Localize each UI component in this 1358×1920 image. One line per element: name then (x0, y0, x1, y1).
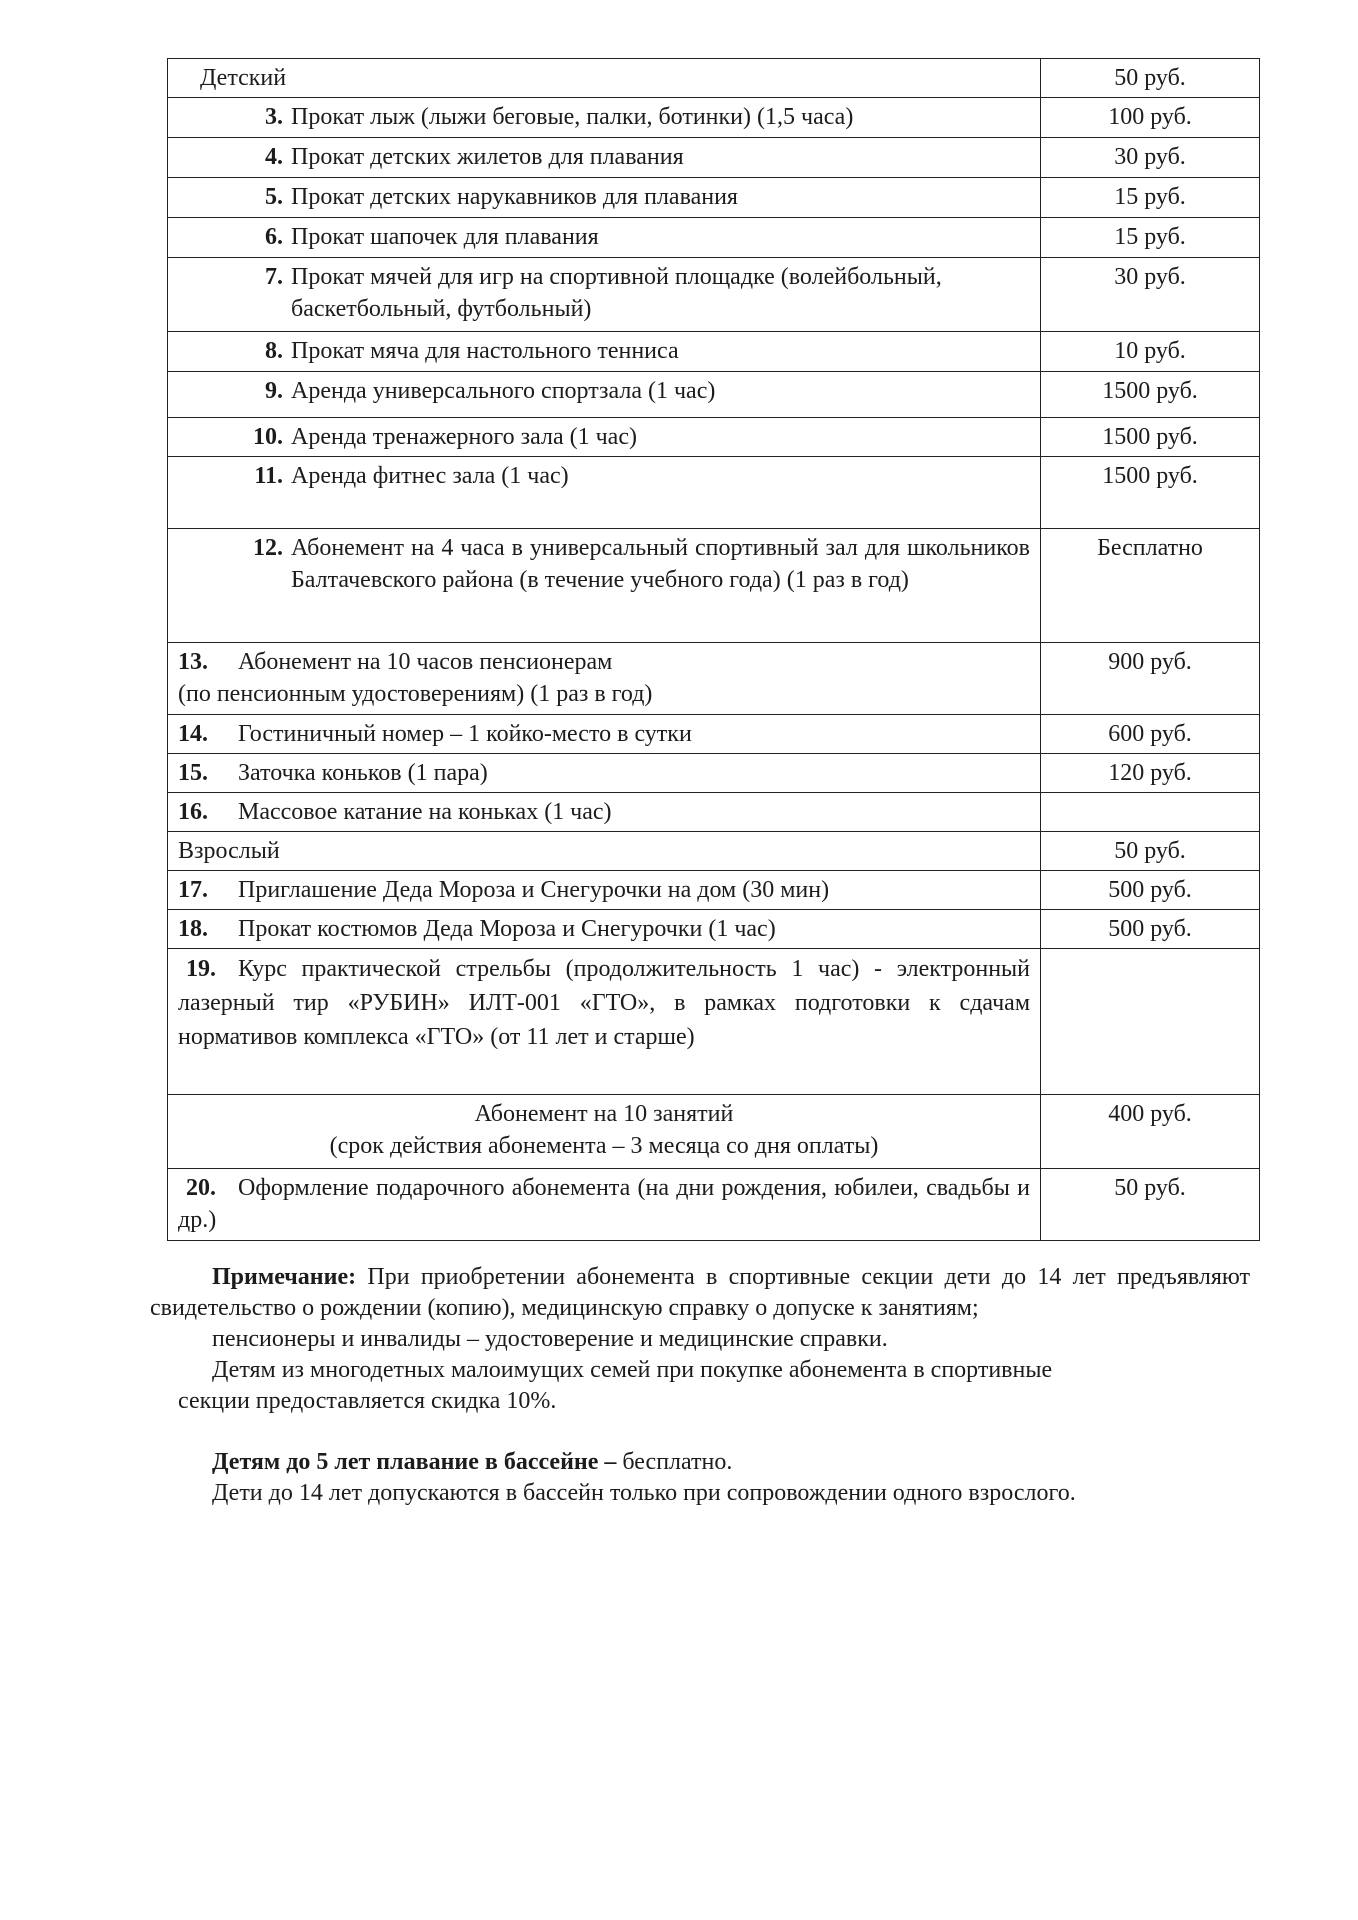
row-text: Аренда фитнес зала (1 час) (291, 463, 569, 489)
table-row (168, 218, 1260, 258)
row-text: Массовое катание на коньках (1 час) (238, 799, 612, 825)
row-number: 9. (265, 378, 283, 404)
row-number: 8. (265, 338, 283, 364)
note-label: Примечание: (212, 1264, 357, 1290)
table-row (168, 59, 1260, 98)
table-row (168, 1095, 1260, 1169)
table-row (168, 871, 1260, 910)
table-row (168, 529, 1260, 643)
row-number: 5. (265, 184, 283, 210)
service-cell (168, 59, 1041, 98)
note-paragraph: Дети до 14 лет допускаются в бассейн только при сопровождении одного взрослого. (212, 1480, 1076, 1506)
price-cell: 30 руб. (1041, 258, 1260, 332)
note-paragraph (150, 1262, 1250, 1324)
spacer (150, 1417, 1250, 1447)
row-number: 18. (178, 916, 208, 942)
row-number: 20. (186, 1175, 216, 1201)
price-cell: 50 руб. (1041, 1169, 1260, 1241)
price-cell: 1500 руб. (1041, 372, 1260, 418)
row-text: Прокат лыж (лыжи беговые, палки, ботинки) (1,5 часа) (291, 104, 854, 130)
table-row (168, 643, 1260, 715)
table-row (168, 178, 1260, 218)
row-text: Оформление подарочного абонемента (на дни рождения, юбилеи, свадьбы и др.) (178, 1175, 1030, 1233)
row-number: 4. (265, 144, 283, 170)
table-row (168, 832, 1260, 871)
row-number: 15. (178, 760, 208, 786)
row-text: Аренда универсального спортзала (1 час) (291, 378, 716, 404)
note-paragraph: Детям из многодетных малоимущих семей при покупке абонемента в спортивные (212, 1357, 1053, 1383)
row-number: 14. (178, 721, 208, 747)
row-number: 7. (265, 264, 283, 290)
price-cell: 500 руб. (1041, 910, 1260, 949)
table-row (168, 258, 1260, 332)
price-cell: 50 руб. (1041, 59, 1260, 98)
row-text-line2: (срок действия абонемента – 3 месяца со дня оплаты) (329, 1133, 879, 1159)
row-text: Гостиничный номер – 1 койко-место в сутки (238, 721, 692, 747)
table-row (168, 418, 1260, 457)
note-text: бесплатно. (616, 1449, 733, 1475)
price-cell: 15 руб. (1041, 218, 1260, 258)
row-text: Прокат мячей для игр на спортивной площадке (волейбольный, баскетбольный, футбольный) (291, 264, 942, 322)
row-number: 13. (178, 649, 208, 675)
table-row (168, 372, 1260, 418)
table-row (168, 949, 1260, 1095)
table-row (168, 138, 1260, 178)
row-number: 16. (178, 799, 208, 825)
note-bold: Детям до 5 лет плавание в бассейне – (212, 1449, 617, 1475)
price-cell: 500 руб. (1041, 871, 1260, 910)
row-number: 3. (265, 104, 283, 130)
note-text: При приобретении абонемента в спортивные секции дети до 14 лет предъявляют свидетельство о рождении (копию), медицинскую справку о допуске к занятиям; (150, 1264, 1251, 1321)
row-number: 12. (253, 535, 283, 561)
price-cell: 1500 руб. (1041, 418, 1260, 457)
table-row (168, 754, 1260, 793)
row-text: Абонемент на 10 занятий (474, 1101, 734, 1127)
row-text: Приглашение Деда Мороза и Снегурочки на дом (30 мин) (238, 877, 830, 903)
table-row (168, 910, 1260, 949)
table-row (168, 98, 1260, 138)
row-number: 6. (265, 224, 283, 250)
row-number: 17. (178, 877, 208, 903)
row-text: Взрослый (178, 838, 280, 864)
price-cell: 120 руб. (1041, 754, 1260, 793)
price-cell: 10 руб. (1041, 332, 1260, 372)
row-text: Детский (200, 65, 287, 91)
price-cell: 900 руб. (1041, 643, 1260, 715)
table-row (168, 793, 1260, 832)
notes-section (150, 1262, 1250, 1509)
note-paragraph (150, 1447, 1250, 1478)
row-text: Прокат мяча для настольного тенниса (291, 338, 679, 364)
table-row (168, 332, 1260, 372)
note-paragraph: секции предоставляется скидка 10%. (178, 1388, 557, 1414)
row-text: Абонемент на 4 часа в универсальный спортивный зал для школьников Балтачевского района (в течение учебного года) (1 раз в год) (291, 535, 1030, 593)
price-cell: Бесплатно (1041, 529, 1260, 643)
table-row (168, 715, 1260, 754)
row-text: Заточка коньков (1 пара) (238, 760, 488, 786)
price-cell: 100 руб. (1041, 98, 1260, 138)
note-paragraph: пенсионеры и инвалиды – удостоверение и медицинские справки. (212, 1326, 888, 1352)
price-cell: 30 руб. (1041, 138, 1260, 178)
row-text: Курс практической стрельбы (продолжительность 1 час) - электронный лазерный тир «РУБИН» ИЛТ-001 «ГТО», в рамках подготовки к сдачам нормативов комплекса «ГТО» (от 11 лет и старше) (178, 956, 1030, 1050)
price-table (167, 58, 1260, 1241)
row-text: Прокат детских нарукавников для плавания (291, 184, 738, 210)
price-cell (1041, 793, 1260, 832)
price-cell: 600 руб. (1041, 715, 1260, 754)
row-text-line2: (по пенсионным удостоверениям) (1 раз в год) (178, 681, 653, 707)
row-number: 11. (254, 463, 283, 489)
row-text: Прокат детских жилетов для плавания (291, 144, 684, 170)
table-row (168, 1169, 1260, 1241)
row-number: 10. (253, 424, 283, 450)
row-text: Абонемент на 10 часов пенсионерам (238, 649, 613, 675)
price-cell: 50 руб. (1041, 832, 1260, 871)
price-cell: 400 руб. (1041, 1095, 1260, 1169)
price-cell: 15 руб. (1041, 178, 1260, 218)
row-text: Аренда тренажерного зала (1 час) (291, 424, 637, 450)
price-cell (1041, 949, 1260, 1095)
row-text: Прокат костюмов Деда Мороза и Снегурочки (1 час) (238, 916, 776, 942)
price-cell: 1500 руб. (1041, 457, 1260, 529)
row-text: Прокат шапочек для плавания (291, 224, 599, 250)
table-row (168, 457, 1260, 529)
row-number: 19. (186, 956, 216, 982)
